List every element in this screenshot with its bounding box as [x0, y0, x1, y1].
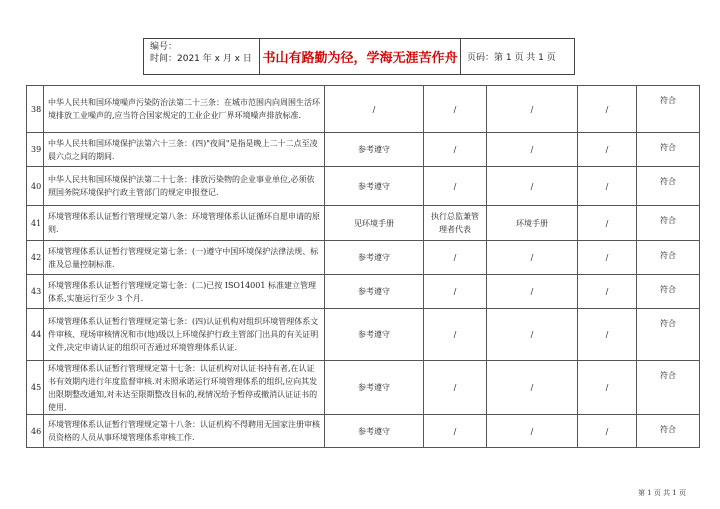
regulation-text: 中华人民共和国环境保护法第六十三条：(四)"夜间"是指是晚上二十二点至凌晨六点之间的期间.: [44, 133, 325, 167]
document-cell: /: [487, 309, 578, 361]
row-number: 42: [27, 241, 44, 275]
document-cell: /: [487, 415, 578, 448]
reference-cell: 参考遵守: [325, 415, 424, 448]
table-row: [27, 133, 700, 167]
row-number: 44: [27, 309, 44, 361]
responsible-cell: 执行总监兼管理者代表: [424, 206, 487, 241]
compliance-cell: 符合: [637, 133, 700, 167]
table-row: [27, 361, 700, 415]
document-time-label: 时间：2021 年 x 月 x 日: [150, 54, 252, 64]
document-cell: /: [487, 241, 578, 275]
row-number: 45: [27, 361, 44, 415]
record-cell: /: [578, 86, 637, 133]
responsible-cell: /: [424, 133, 487, 167]
reference-cell: 见环境手册: [325, 206, 424, 241]
row-number: 46: [27, 415, 44, 448]
regulation-text: 中华人民共和国环境噪声污染防治法第二十三条：在城市范围内向周围生活环境排放工业噪声的,应当符合国家规定的工业企业厂界环境噪声排放标准.: [44, 86, 325, 133]
compliance-cell: 符合: [637, 167, 700, 206]
compliance-cell: 符合: [637, 275, 700, 309]
document-header: [143, 38, 575, 75]
document-cell: /: [487, 275, 578, 309]
responsible-cell: /: [424, 309, 487, 361]
row-number: 38: [27, 86, 44, 133]
document-cell: /: [487, 133, 578, 167]
row-number: 39: [27, 133, 44, 167]
row-number: 40: [27, 167, 44, 206]
regulation-text: 环境管理体系认证暂行管理规定第十八条：认证机构不得聘用无国家注册审核员资格的人员从事环境管理体系审核工作.: [44, 415, 325, 448]
table-row: [27, 275, 700, 309]
regulation-text: 环境管理体系认证暂行管理规定第十七条：认证机构对认证书持有者,在认证书有效期内进行年度监督审核.对未照承诺运行环境管理体系的组织,应向其发出限期整改通知,对未达至限期整改目标的,视情况给予暂停或撤消认证证书的使用.: [44, 361, 325, 415]
table-row: [27, 206, 700, 241]
header-motto: 书山有路勤为径，学海无涯苦作舟: [260, 39, 461, 74]
record-cell: /: [578, 241, 637, 275]
regulation-text: 中华人民共和国环境保护法第二十七条：排放污染物的企业事业单位,必须依照国务院环境保护行政主管部门的规定申报登记.: [44, 167, 325, 206]
responsible-cell: /: [424, 361, 487, 415]
compliance-cell: 符合: [637, 361, 700, 415]
responsible-cell: /: [424, 275, 487, 309]
row-number: 41: [27, 206, 44, 241]
record-cell: /: [578, 309, 637, 361]
document-cell: /: [487, 167, 578, 206]
compliance-cell: 符合: [637, 86, 700, 133]
regulation-text: 环境管理体系认证暂行管理规定第七条：(二)已按 ISO14001 标准建立管理体系,实施运行至少 3 个月.: [44, 275, 325, 309]
reference-cell: 参考遵守: [325, 309, 424, 361]
table-row: [27, 415, 700, 448]
responsible-cell: /: [424, 241, 487, 275]
record-cell: /: [578, 206, 637, 241]
regulation-text: 环境管理体系认证暂行管理规定第七条：(四)认证机构对组织环境管理体系文件审核、现场审核情况和市(地)级以上环境保护行政主管部门出具的有关证明文件,决定申请认证的组织可否通过环境管理体系认证.: [44, 309, 325, 361]
header-page-label: 页码：第 1 页 共 1 页: [467, 53, 556, 63]
reference-cell: 参考遵守: [325, 241, 424, 275]
table-row: [27, 309, 700, 361]
table-row: [27, 167, 700, 206]
record-cell: /: [578, 361, 637, 415]
reference-cell: 参考遵守: [325, 133, 424, 167]
reference-cell: /: [325, 86, 424, 133]
responsible-cell: /: [424, 167, 487, 206]
compliance-cell: 符合: [637, 206, 700, 241]
compliance-cell: 符合: [637, 241, 700, 275]
reference-cell: 参考遵守: [325, 167, 424, 206]
record-cell: /: [578, 133, 637, 167]
table-row: [27, 86, 700, 133]
reference-cell: 参考遵守: [325, 275, 424, 309]
record-cell: /: [578, 167, 637, 206]
document-cell: /: [487, 86, 578, 133]
table-row: [27, 241, 700, 275]
responsible-cell: /: [424, 86, 487, 133]
record-cell: /: [578, 415, 637, 448]
reference-cell: 参考遵守: [325, 361, 424, 415]
document-cell: /: [487, 361, 578, 415]
document-number-label: 编号：: [150, 42, 178, 52]
record-cell: /: [578, 275, 637, 309]
regulation-text: 环境管理体系认证暂行管理规定第八条：环境管理体系认证循环自愿申请的原则.: [44, 206, 325, 241]
regulation-text: 环境管理体系认证暂行管理规定第七条：(一)遵守中国环境保护法律法规、标准及总量控制标准.: [44, 241, 325, 275]
page-footer: 第 1 页 共 1 页: [637, 489, 686, 497]
compliance-cell: 符合: [637, 415, 700, 448]
document-cell: 环境手册: [487, 206, 578, 241]
row-number: 43: [27, 275, 44, 309]
responsible-cell: /: [424, 415, 487, 448]
regulation-table: [26, 85, 700, 448]
header-meta: [144, 39, 260, 74]
compliance-cell: 符合: [637, 309, 700, 361]
